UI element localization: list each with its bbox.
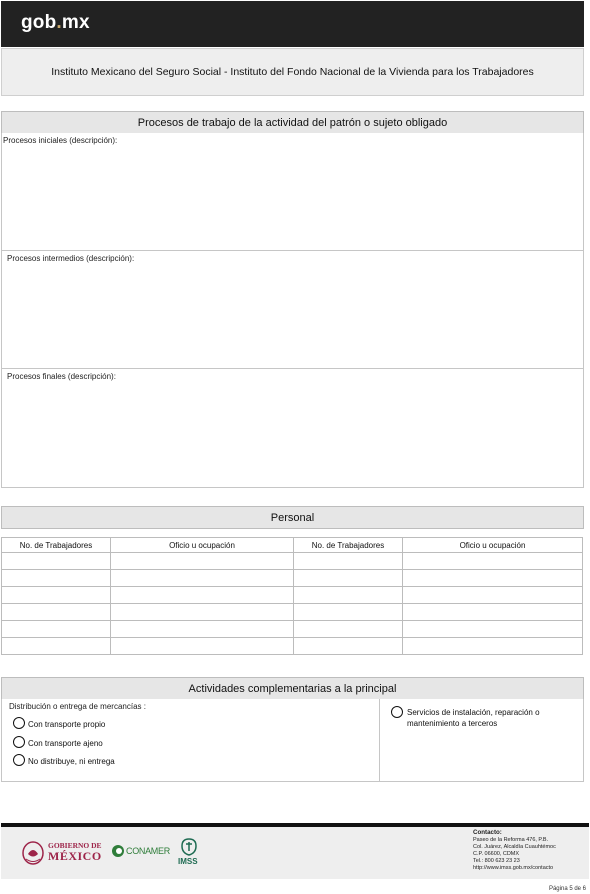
gobmx-logo[interactable] <box>21 12 90 34</box>
imss-logo-icon <box>178 837 200 857</box>
page-number: Página 5 de 6 <box>548 886 586 892</box>
radio-con-transporte-ajeno[interactable] <box>13 736 25 748</box>
table-row <box>2 587 583 604</box>
contact-phone: Tel.: 800 623 23 23 <box>473 858 520 864</box>
table-cell-input[interactable] <box>111 587 294 604</box>
option-label: Con transporte propio <box>28 720 106 729</box>
table-cell-input[interactable] <box>2 587 111 604</box>
divider <box>2 250 583 251</box>
distribucion-label: Distribución o entrega de mercancías : <box>9 702 146 711</box>
actividades-box <box>1 699 584 782</box>
table-cell-input[interactable] <box>2 570 111 587</box>
contact-address: Paseo de la Reforma 476, P.B. <box>473 837 549 843</box>
gobierno-line2: MÉXICO <box>48 849 102 863</box>
table-cell-input[interactable] <box>403 587 583 604</box>
logo-dot: . <box>56 12 62 33</box>
top-banner <box>1 1 584 47</box>
servicios-line2: mantenimiento a terceros <box>407 719 498 728</box>
procesos-intermedios-label: Procesos intermedios (descripción): <box>7 254 135 263</box>
table-cell-input[interactable] <box>403 638 583 655</box>
table-header-row <box>2 538 583 553</box>
procesos-iniciales-label: Procesos iniciales (descripción): <box>3 136 118 145</box>
table-row <box>2 570 583 587</box>
contact-info <box>473 829 556 872</box>
table-cell-input[interactable] <box>111 604 294 621</box>
table-cell-input[interactable] <box>294 621 403 638</box>
table-cell-input[interactable] <box>111 621 294 638</box>
column-header: No. de Trabajadores <box>294 538 403 553</box>
table-cell-input[interactable] <box>403 570 583 587</box>
contact-postal-code: C.P. 06600, CDMX <box>473 851 520 857</box>
contact-url[interactable]: http://www.imss.gob.mx/contacto <box>473 865 554 871</box>
personal-title-text: Personal <box>270 511 315 524</box>
contact-colonia: Col. Juárez, Alcaldía Cuauhtémoc <box>473 844 556 850</box>
radio-con-transporte-propio[interactable] <box>13 717 25 729</box>
column-header: No. de Trabajadores <box>2 538 111 553</box>
servicios-line1: Servicios de instalación, reparación o <box>407 708 540 717</box>
servicios-option-label <box>407 707 540 729</box>
procesos-section-title <box>1 111 584 134</box>
personal-section-title <box>1 506 584 529</box>
table-cell-input[interactable] <box>403 621 583 638</box>
procesos-box <box>1 133 584 488</box>
divider <box>379 699 380 781</box>
contact-title: Contacto: <box>473 829 502 836</box>
table-cell-input[interactable] <box>403 553 583 570</box>
imss-logo-text: IMSS <box>178 857 198 866</box>
table-cell-input[interactable] <box>294 604 403 621</box>
table-cell-input[interactable] <box>403 604 583 621</box>
table-cell-input[interactable] <box>111 553 294 570</box>
gobierno-mexico-logo <box>48 841 102 861</box>
conamer-logo-text: CONAMER <box>126 846 170 856</box>
table-row <box>2 553 583 570</box>
procesos-title-text: Procesos de trabajo de la actividad del patrón o sujeto obligado <box>137 116 448 129</box>
table-row <box>2 621 583 638</box>
divider <box>2 368 583 369</box>
radio-servicios-instalacion[interactable] <box>391 706 403 718</box>
mexico-shield-icon <box>21 840 45 866</box>
table-cell-input[interactable] <box>294 570 403 587</box>
procesos-finales-label: Procesos finales (descripción): <box>7 372 116 381</box>
table-cell-input[interactable] <box>2 553 111 570</box>
column-header: Oficio u ocupación <box>111 538 294 553</box>
column-header: Oficio u ocupación <box>403 538 583 553</box>
conamer-logo-icon <box>111 844 125 858</box>
actividades-section-title <box>1 677 584 700</box>
radio-no-distribuye[interactable] <box>13 754 25 766</box>
table-row <box>2 638 583 655</box>
gobierno-line1: GOBIERNO DE <box>48 841 102 850</box>
option-label: No distribuye, ni entrega <box>28 757 115 766</box>
table-cell-input[interactable] <box>111 638 294 655</box>
table-cell-input[interactable] <box>294 553 403 570</box>
table-cell-input[interactable] <box>294 638 403 655</box>
subtitle-text: Instituto Mexicano del Seguro Social - Instituto del Fondo Nacional de la Vivienda para los Trabajadores <box>51 66 534 78</box>
actividades-title-text: Actividades complementarias a la principal <box>188 682 397 695</box>
table-row <box>2 604 583 621</box>
logo-text-mx: mx <box>61 12 90 33</box>
institution-subtitle <box>1 48 584 96</box>
personal-table <box>1 537 583 655</box>
option-label: Con transporte ajeno <box>28 739 103 748</box>
table-cell-input[interactable] <box>2 604 111 621</box>
table-cell-input[interactable] <box>2 621 111 638</box>
table-cell-input[interactable] <box>111 570 294 587</box>
logo-text-gob: gob <box>21 12 57 33</box>
table-cell-input[interactable] <box>294 587 403 604</box>
table-cell-input[interactable] <box>2 638 111 655</box>
